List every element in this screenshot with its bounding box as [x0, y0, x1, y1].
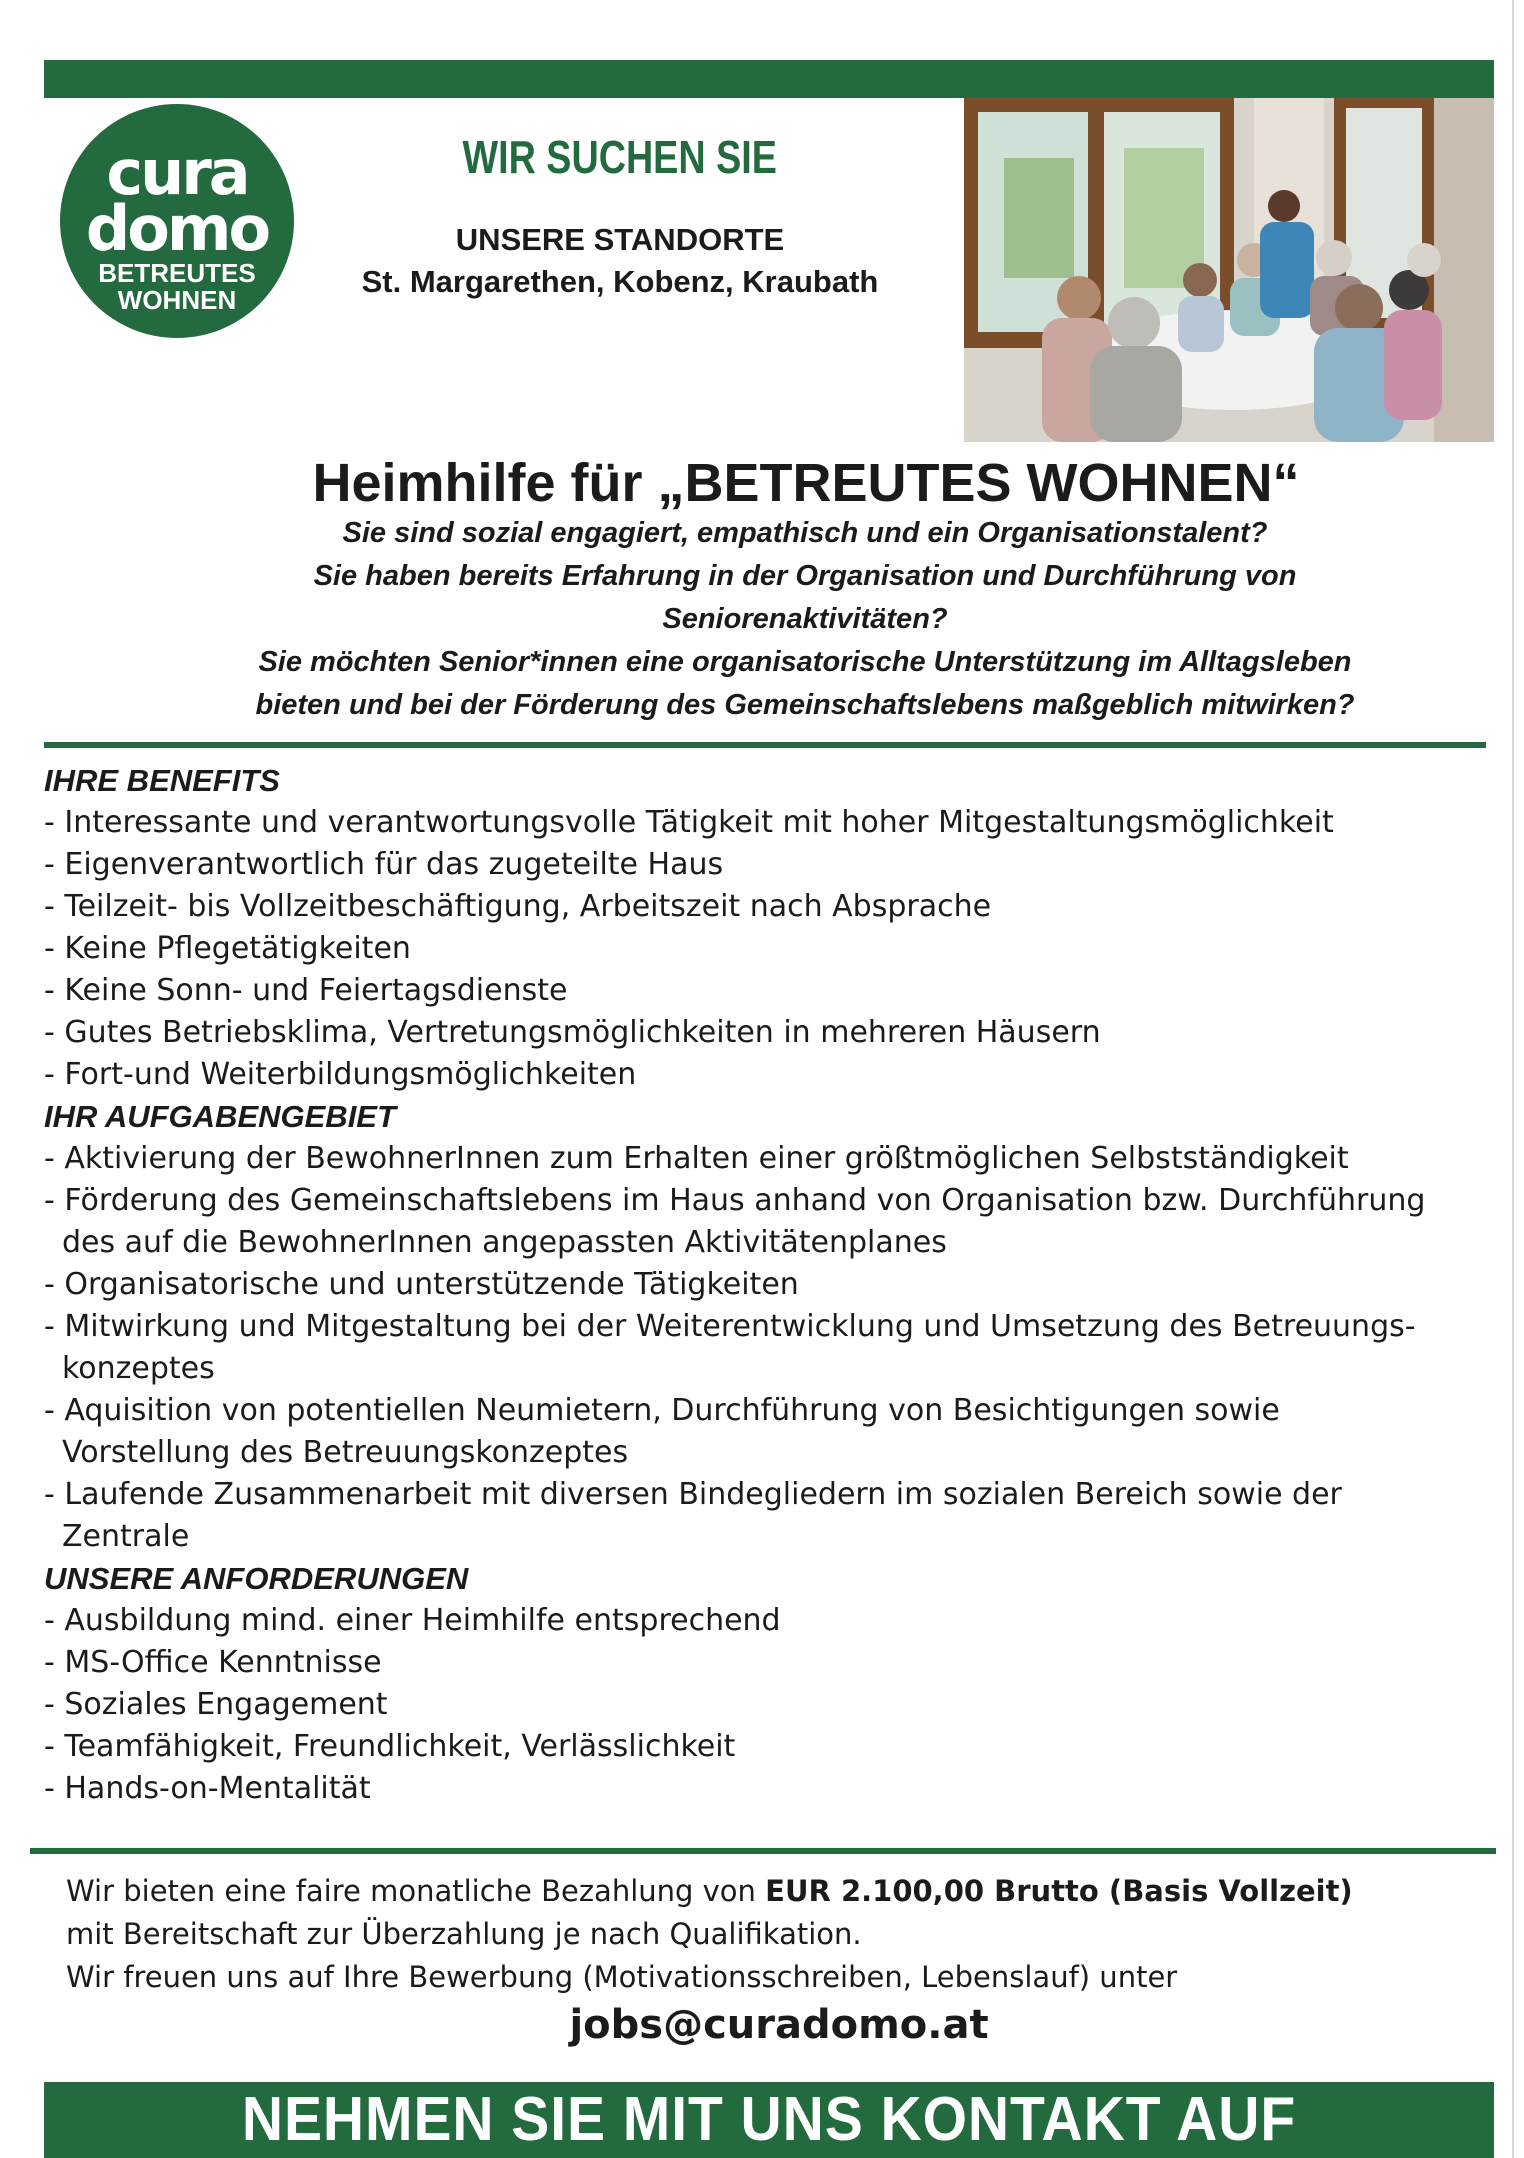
task-item: - Aktivierung der BewohnerInnen zum Erhalten einer größtmöglichen Selbstständigkeit: [44, 1138, 1444, 1180]
contact-email[interactable]: jobs@curadomo.at: [569, 2002, 989, 2048]
benefit-item: - Keine Pflegetätigkeiten: [44, 928, 1444, 970]
salary-line-1: [66, 1870, 1466, 1913]
requirement-item: - Soziales Engagement: [44, 1684, 1444, 1726]
intro-line: Sie möchten Senior*innen eine organisatorische Unterstützung im Alltagsleben: [258, 646, 1352, 678]
curadomo-logo: [58, 102, 296, 340]
salary-line-2: mit Bereitschaft zur Überzahlung je nach Qualifikation.: [66, 1917, 862, 1951]
cta-banner: [44, 2082, 1494, 2158]
benefits-heading: IHRE BENEFITS: [44, 763, 280, 798]
tasks-heading: IHR AUFGABENGEBIET: [44, 1099, 396, 1134]
seniors-photo: [964, 98, 1494, 442]
logo-icon: [58, 102, 296, 340]
requirement-item: - Ausbildung mind. einer Heimhilfe entsprechend: [44, 1600, 1444, 1642]
benefit-item: - Eigenverantwortlich für das zugeteilte Haus: [44, 844, 1444, 886]
benefit-item: - Fort-und Weiterbildungsmöglichkeiten: [44, 1054, 1444, 1096]
cta-text: NEHMEN SIE MIT UNS KONTAKT AUF: [241, 2085, 1297, 2154]
requirement-item: - Hands-on-Mentalität: [44, 1768, 1444, 1810]
benefit-item: - Keine Sonn- und Feiertagsdienste: [44, 970, 1444, 1012]
section-divider: [30, 1848, 1496, 1854]
logo-text-domo: domo: [85, 192, 269, 265]
application-line: Wir freuen uns auf Ihre Bewerbung (Motivationsschreiben, Lebenslauf) unter: [66, 1960, 1178, 1994]
task-item: - Organisatorische und unterstützende Tätigkeiten: [44, 1264, 1444, 1306]
section-divider: [44, 742, 1486, 748]
job-details: [44, 760, 1444, 1810]
requirements-heading: UNSERE ANFORDERUNGEN: [44, 1561, 469, 1596]
page-edge: [1512, 0, 1514, 2158]
task-item: - Förderung des Gemeinschaftslebens im Haus anhand von Organisation bzw. Durchführung des auf die BewohnerInnen angepassten Aktivitätenplanes: [44, 1180, 1444, 1264]
salary-amount: EUR 2.100,00 Brutto (Basis Vollzeit): [765, 1874, 1353, 1908]
requirement-item: - Teamfähigkeit, Freundlichkeit, Verlässlichkeit: [44, 1726, 1444, 1768]
intro-line: Sie haben bereits Erfahrung in der Organisation und Durchführung von: [313, 560, 1297, 592]
locations-title: UNSERE STANDORTE: [455, 222, 785, 257]
intro-text: [80, 512, 1524, 727]
task-item: - Mitwirkung und Mitgestaltung bei der Weiterentwicklung und Umsetzung des Betreuungs-konzeptes: [44, 1306, 1444, 1390]
seniors-at-table-photo-icon: [964, 98, 1494, 442]
top-green-bar: [44, 60, 1494, 98]
locations-list: St. Margarethen, Kobenz, Kraubath: [361, 264, 879, 299]
header-center: [310, 130, 930, 300]
salary-prefix: Wir bieten eine faire monatliche Bezahlung von: [66, 1874, 766, 1908]
intro-line: Seniorenaktivitäten?: [662, 603, 948, 635]
intro-line: bieten und bei der Förderung des Gemeinschaftslebens maßgeblich mitwirken?: [255, 689, 1355, 721]
salary-info: [66, 1870, 1466, 1999]
hiring-headline: WIR SUCHEN SIE: [462, 131, 778, 183]
job-title: Heimhilfe für „BETREUTES WOHNEN“: [312, 453, 1300, 513]
logo-text-cura: cura: [106, 136, 248, 209]
benefit-item: - Interessante und verantwortungsvolle Tätigkeit mit hoher Mitgestaltungsmöglichkeit: [44, 802, 1444, 844]
logo-text-betreutes: BETREUTES: [98, 258, 256, 288]
requirement-item: - MS-Office Kenntnisse: [44, 1642, 1444, 1684]
benefit-item: - Gutes Betriebsklima, Vertretungsmöglichkeiten in mehreren Häusern: [44, 1012, 1444, 1054]
task-item: - Laufende Zusammenarbeit mit diversen Bindegliedern im sozialen Bereich sowie der Zentrale: [44, 1474, 1444, 1558]
benefit-item: - Teilzeit- bis Vollzeitbeschäftigung, Arbeitszeit nach Absprache: [44, 886, 1444, 928]
intro-line: Sie sind sozial engagiert, empathisch und ein Organisationstalent?: [342, 517, 1268, 549]
task-item: - Aquisition von potentiellen Neumietern, Durchführung von Besichtigungen sowie Vorstellung des Betreuungskonzeptes: [44, 1390, 1444, 1474]
logo-text-wohnen: WOHNEN: [117, 285, 237, 315]
